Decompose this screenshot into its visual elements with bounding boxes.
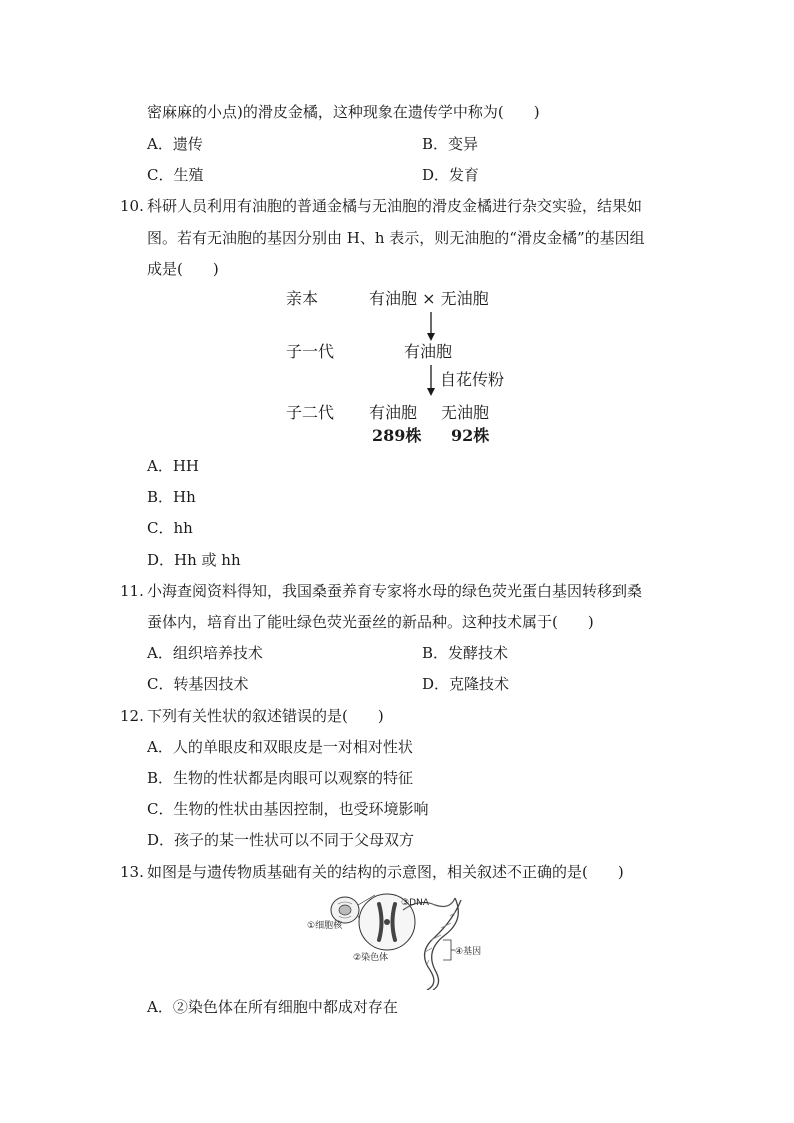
q11-stem-line: 蚕体内，培育出了能吐绿色荧光蚕丝的新品种。这种技术属于( ) [147, 613, 594, 631]
q13-stem: 如图是与遗传物质基础有关的结构的示意图，相关叙述不正确的是( ) [147, 863, 624, 881]
q12-option-a: A．人的单眼皮和双眼皮是一对相对性状 [147, 738, 413, 756]
q12-option-c: C．生物的性状由基因控制，也受环境影响 [147, 800, 429, 818]
arrow-down-icon [424, 365, 438, 397]
label-chromosome: ②染色体 [353, 953, 389, 963]
q10-option-a: A．HH [147, 457, 199, 475]
q12-option-b: B．生物的性状都是肉眼可以观察的特征 [147, 769, 414, 787]
q10-option-d: D．Hh 或 hh [147, 551, 241, 569]
q11-option-a: A．组织培养技术 [147, 644, 263, 662]
q12-number: 12. [120, 707, 144, 725]
q13-option-a: A．②染色体在所有细胞中都成对存在 [147, 998, 398, 1016]
q10-stem-line: 图。若有无油胞的基因分别由 H、h 表示，则无油胞的“滑皮金橘”的基因组 [147, 229, 645, 247]
label-gene: ④基因 [455, 947, 482, 957]
selfing-label: 自花传粉 [440, 370, 505, 389]
q9-option-d: D．发育 [422, 166, 480, 184]
f2-phenotype-a: 有油胞 [369, 403, 418, 422]
q9-option-c: C．生殖 [147, 166, 204, 184]
gene-bracket [443, 940, 451, 960]
q11-option-c: C．转基因技术 [147, 675, 249, 693]
f2-label: 子二代 [286, 403, 335, 422]
q13-number: 13. [120, 863, 144, 881]
q10-option-c: C．hh [147, 519, 193, 537]
arrow-down-icon [424, 312, 438, 342]
q10-stem-line: 科研人员利用有油胞的普通金橘与无油胞的滑皮金橘进行杂交实验，结果如 [147, 197, 643, 215]
genetic-structure-figure [305, 890, 495, 990]
q11-option-b: B．发酵技术 [422, 644, 509, 662]
q11-number: 11. [120, 582, 144, 600]
parent-label: 亲本 [286, 289, 319, 308]
f1-value: 有油胞 [404, 342, 453, 361]
q9-stem-tail: 密麻麻的小点)的滑皮金橘，这种现象在遗传学中称为( ) [147, 103, 540, 121]
f1-label: 子一代 [286, 342, 335, 361]
f2-count-b: 92株 [451, 426, 490, 445]
parent-cross: 有油胞 × 无油胞 [369, 289, 489, 308]
f2-phenotype-b: 无油胞 [441, 403, 490, 422]
q9-option-b: B．变异 [422, 135, 479, 153]
q10-number: 10. [120, 197, 144, 215]
f2-count-a: 289株 [372, 426, 422, 445]
q10-stem-line: 成是( ) [147, 260, 219, 278]
q9-option-a: A．遗传 [147, 135, 203, 153]
label-nucleus: ①细胞核 [307, 921, 343, 931]
q12-stem: 下列有关性状的叙述错误的是( ) [147, 707, 384, 725]
q10-option-b: B．Hh [147, 488, 196, 506]
q11-option-d: D．克隆技术 [422, 675, 510, 693]
dna-strand-1 [432, 898, 459, 990]
q12-option-d: D．孩子的某一性状可以不同于父母双方 [147, 831, 415, 849]
q11-stem-line: 小海查阅资料得知，我国桑蚕养育专家将水母的绿色荧光蛋白基因转移到桑 [147, 582, 643, 600]
label-dna: ③DNA [401, 898, 429, 908]
dna-strand-2 [425, 900, 461, 990]
